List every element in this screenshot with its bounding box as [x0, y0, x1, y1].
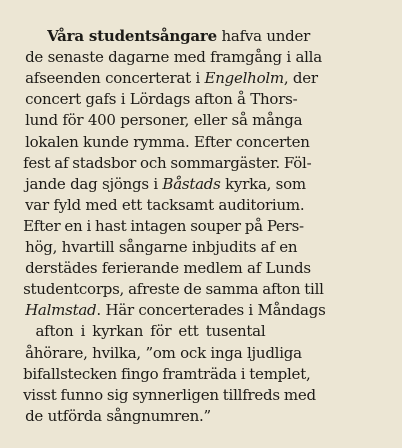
text-run: lund för 400 personer, eller så många — [25, 111, 303, 130]
text-run: var fyld med ett tacksamt auditorium. — [25, 195, 305, 214]
text-run: derstädes ferierande medlem af Lunds — [25, 259, 311, 278]
text-run: de senaste dagarne med framgång i alla — [25, 48, 322, 67]
text-run: visst funno sig synnerligen tillfreds med — [23, 385, 316, 404]
place-name: Halmstad — [25, 301, 97, 320]
text-run: , der — [283, 69, 318, 88]
text-run: hafva under — [216, 27, 311, 46]
text-run: de utförda sångnumren.” — [25, 406, 211, 425]
text-run: . Här concerterades i Måndags — [96, 301, 326, 320]
text-run: afseenden concerterat i — [25, 69, 205, 88]
text-run: jande dag sjöngs i — [25, 174, 163, 193]
text-run: studentcorps, afreste de samma afton till — [23, 280, 324, 299]
place-name: Engelholm — [204, 69, 284, 88]
place-name: Båstads — [162, 174, 221, 193]
text-run: Efter en i hast intagen souper på Pers- — [23, 216, 304, 235]
text-run: fest af stadsbor och sommargäster. Föl- — [23, 153, 312, 172]
text-run: concert gafs i Lördags afton å Thors- — [25, 90, 298, 109]
text-run: bifallstecken fingo framträda i templet, — [23, 364, 311, 383]
text-run: afton i kyrkan för ett tusental — [35, 322, 266, 341]
text-run: åhörare, hvilka, ”om ock inga ljudliga — [25, 343, 302, 362]
text-run: hög, hvartill sångarne inbjudits af en — [25, 238, 298, 257]
text-run: kyrka, som — [220, 174, 306, 193]
headline-lead: Våra studentsångare — [47, 27, 217, 46]
text-run: lokalen kunde rymma. Efter concerten — [25, 132, 310, 151]
text-line — [7, 5, 396, 46]
